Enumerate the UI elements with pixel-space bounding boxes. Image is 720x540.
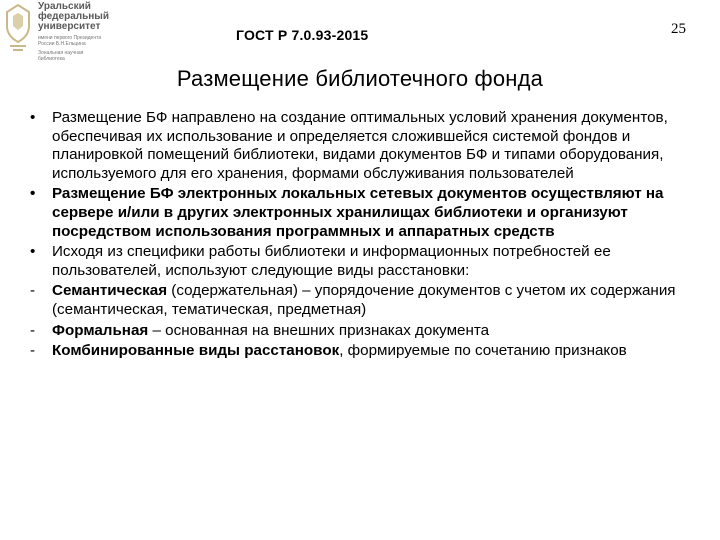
list-item-term: Комбинированные виды расстановок: [52, 342, 340, 360]
bullet-marker: •: [30, 243, 36, 261]
list-item-term: Формальная: [52, 321, 149, 339]
list-item: [30, 185, 700, 241]
dash-marker: -: [30, 342, 36, 360]
list-item: [30, 243, 700, 280]
list-item-text: , формируемые по сочетанию признаков: [339, 342, 627, 360]
logo-line: федеральный: [38, 11, 109, 22]
logo-text: [38, 2, 124, 62]
list-item-text: Размещение БФ направлено на создание оптимальных условий хранения документов, обеспечивая их использование и определяется сложившейся системой фондов и планировкой помещений библиотеки, видами документов БФ и типами оборудования, используемого для его хранения, формами обслуживания пользователей: [52, 109, 668, 182]
list-item-text: – основанная на внешних признаках документа: [148, 321, 490, 339]
standard-code: ГОСТ Р 7.0.93-2015: [236, 27, 369, 43]
logo-line: Уральский: [38, 1, 91, 12]
logo-subline: библиотека: [38, 56, 65, 62]
list-item: [30, 322, 700, 341]
list-item-text: Исходя из специфики работы библиотеки и информационных потребностей ее пользователей, используют следующие виды расстановки:: [52, 243, 611, 279]
logo-subline: России Б.Н.Ельцина: [38, 41, 86, 47]
page-title: Размещение библиотечного фонда: [176, 66, 544, 91]
list-item: [30, 109, 700, 183]
bullet-list: [30, 109, 700, 363]
list-item-term: Семантическая: [52, 282, 168, 300]
page-number: 25: [671, 21, 686, 37]
list-item: [30, 342, 700, 361]
logo-subline: имени первого Президента: [38, 35, 102, 41]
bullet-marker: •: [30, 185, 36, 203]
university-logo: [4, 1, 124, 62]
list-item-text: (содержательная) – упорядочение документов с учетом их содержания (семантическая, тематическая, предметная): [52, 282, 676, 318]
logo-line: университет: [38, 21, 101, 32]
bullet-marker: •: [30, 109, 36, 126]
university-emblem-icon: [4, 2, 32, 54]
list-item-text: Размещение БФ электронных локальных сетевых документов осуществляют на сервере и/или в других электронных хранилищах библиотеки и организуют посредством использования программных и аппаратных средств: [52, 185, 664, 240]
list-item: [30, 282, 700, 319]
logo-subline: Зональная научная: [38, 50, 84, 56]
dash-marker: -: [30, 282, 36, 300]
dash-marker: -: [30, 321, 36, 339]
